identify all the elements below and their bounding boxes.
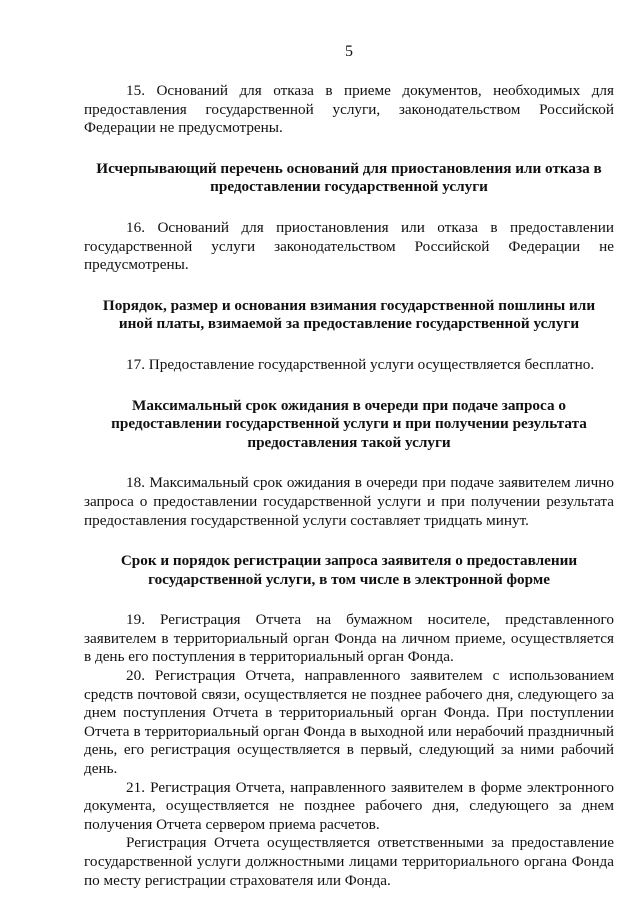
paragraph-19: 19. Регистрация Отчета на бумажном носителе, представленного заявителем в территориальный орган Фонда на личном приеме, осуществляется в день его поступления в территориальный орган Фонда. — [84, 611, 614, 666]
paragraph-20: 20. Регистрация Отчета, направленного заявителем с использованием средств почтовой связи, осуществляется не позднее рабочего дня, следующего за днем поступления Отчета в территориальный орган Фонда. При поступлении Отчета в территориальный орган Фонда в выходной или нерабочий праздничный день, его регистрация осуществляется в первый, следующий за ними рабочий день. — [84, 667, 614, 778]
page-number: 5 — [345, 43, 353, 60]
paragraph-15: 15. Оснований для отказа в приеме документов, необходимых для предоставления государственной услуги, законодательством Российской Федерации не предусмотрены. — [84, 82, 614, 137]
heading-refusal-grounds: Исчерпывающий перечень оснований для приостановления или отказа в предоставлении государственной услуги — [96, 159, 602, 196]
document-page — [84, 42, 614, 890]
heading-registration: Срок и порядок регистрации запроса заявителя о предоставлении государственной услуги, в том числе в электронной форме — [120, 552, 578, 588]
heading-fee-procedure: Порядок, размер и основания взимания государственной пошлины или иной платы, взимаемой за предоставление государственной услуги — [102, 296, 596, 333]
paragraph-17: 17. Предоставление государственной услуги осуществляется бесплатно. — [126, 355, 595, 373]
paragraph-16: 16. Оснований для приостановления или отказа в предоставлении государственной услуги законодательством Российской Федерации не предусмотрены. — [84, 218, 614, 274]
heading-queue-time: Максимальный срок ожидания в очереди при подаче запроса о предоставлении государственной услуги и при получении результата предоставления такой услуги — [111, 396, 587, 451]
paragraph-registration-responsibility: Регистрация Отчета осуществляется ответственными за предоставление государственной услуги должностными лицами территориального органа Фонда по месту регистрации страхователя или Фонда. — [84, 834, 614, 889]
paragraph-18: 18. Максимальный срок ожидания в очереди при подаче заявителем лично запроса о предоставлении государственной услуги и при получении результата предоставления государственной услуги составляет тридцать минут. — [84, 474, 614, 529]
paragraph-21: 21. Регистрация Отчета, направленного заявителем в форме электронного документа, осуществляется не позднее рабочего дня, следующего за днем получения Отчета сервером приема расчетов. — [84, 778, 614, 833]
